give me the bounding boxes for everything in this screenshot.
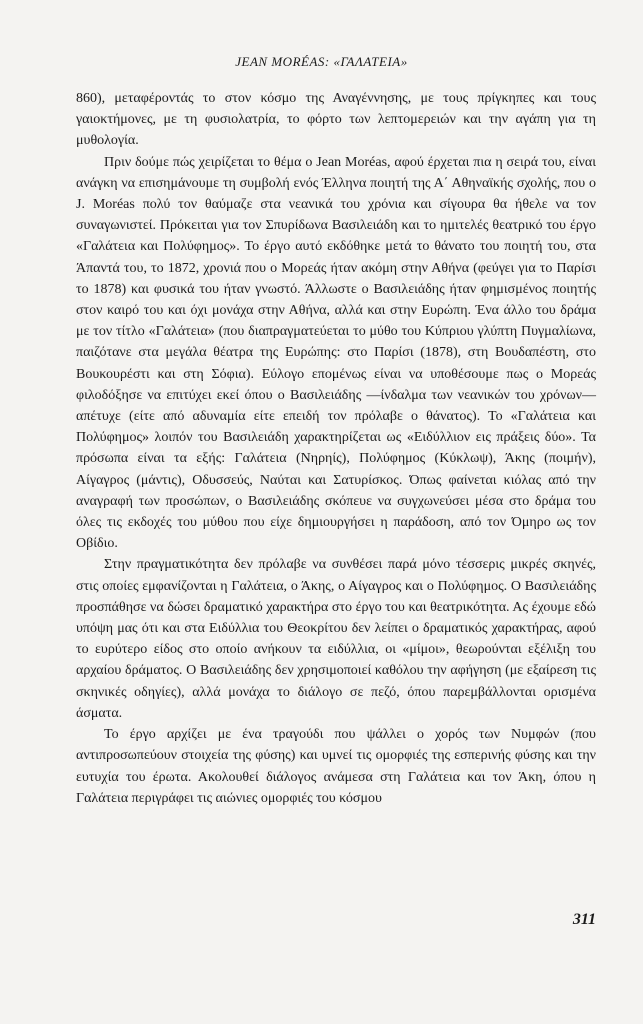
paragraph-1: 860), μεταφέροντάς το στον κόσμο της Αναγέννησης, με τους πρίγκηπες και τους γαιοκτήμονες, με τη φυσιολατρία, το φόρτο των λεπτομερειών και την αγάπη για τη μυθολογία. <box>76 91 596 149</box>
paragraph-3: Στην πραγματικότητα δεν πρόλαβε να συνθέσει παρά μόνο τέσσερις μικρές σκηνές, στις οποίες εμφανίζονται η Γαλάτεια, ο Άκης, ο Αίγαγρος και ο Πολύφημος. Ο Βασιλειάδης προσπάθησε να δώσει δραματικό χαρακτήρα στο έργο του και θεατρικότητα. Ας έχουμε εδώ υπόψη μας ότι και στα Ειδύλλια του Θεοκρίτου δεν λείπει ο δραματικός χαρακτήρας, αφού το ευρύτερο είδος στο οποίο ανήκουν τα ειδύλλια, οι «μίμοι», θεωρούνται εξέλιξη του αρχαίου δράματος. Ο Βασιλειάδης δεν χρησιμοποιεί καθόλου την αφήγηση (με εξαίρεση τις σκηνικές οδηγίες), αλλά μονάχα το διάλογο σε πεζό, όπου παρεμβάλλονται ορισμένα άσματα. <box>76 557 596 721</box>
body-text <box>76 88 596 809</box>
paragraph-2: Πριν δούμε πώς χειρίζεται το θέμα ο Jean Moréas, αφού έρχεται πια η σειρά του, είναι ανάγκη να επισημάνουμε τη συμβολή ενός Έλληνα ποιητή της Α΄ Αθηναϊκής σχολής, που ο J. Moréas πολύ τον θαύμαζε στα νεανικά του χρόνια και σίγουρα θα ήθελε να τον συναγωνιστεί. Πρόκειται για τον Σπυρίδωνα Βασιλειάδη και το ημιτελές θεατρικό του έργο «Γαλάτεια και Πολύφημος». Το έργο αυτό εκδόθηκε μετά το θάνατο του ποιητή του, στα Άπαντά του, το 1872, χρονιά που ο Μορεάς ήταν ακόμη στην Αθήνα (φεύγει για το Παρίσι το 1878) και φυσικά του ήταν γνωστό. Άλλωστε ο Βασιλειάδης ήταν φημισμένος ποιητής στον καιρό του και όχι μονάχα στην Αθήνα, αλλά και στην Ευρώπη. Ένα άλλο του δράμα με τον τίτλο «Γαλάτεια» (που διαπραγματεύεται το μύθο του Κύπριου γλύπτη Πυγμαλίωνα, παιζότανε στα μεγάλα θέατρα της Ευρώπης: στο Παρίσι (1878), στη Βουδαπέστη, στο Βουκουρέστι και στη Σόφια). Εύλογο επομένως είναι να υποθέσουμε πως ο Μορεάς φιλοδόξησε να επιτύχει εκεί όπου ο Βασιλειάδης —ίνδαλμα των νεανικών του χρόνων— απέτυχε (είτε από αδυναμία είτε επειδή τον πρόλαβε ο θάνατος). Το «Γαλάτεια και Πολύφημος» λοιπόν του Βασιλειάδη χαρακτηρίζεται ως «Ειδύλλιον εις πράξεις δύο». Τα πρόσωπα είναι τα εξής: Γαλάτεια (Νηρηίς), Πολύφημος (Κύκλωψ), Άκης (ποιμήν), Αίγαγρος (μάντις), Οδυσσεύς, Ναύται και Σατυρίσκος. Όπως φαίνεται κιόλας από την αναγραφή των προσώπων, ο Βασιλειάδης σκόπευε να συγχωνεύσει μέσα στο δράμα του όλες τις εκδοχές του μύθου που είχε δημιουργήσει η παράδοση, από τον Όμηρο ως τον Οβίδιο. <box>76 154 596 552</box>
page-number: 311 <box>572 911 596 928</box>
running-head-title: JEAN MORÉAS: «ΓΑΛΑΤΕΙΑ» <box>235 54 408 69</box>
paragraph-4: Το έργο αρχίζει με ένα τραγούδι που ψάλλει ο χορός των Νυμφών (που αντιπροσωπεύουν στοιχεία της φύσης) και υμνεί τις ομορφιές της εσπερινής φύσης και την ευτυχία του έρωτα. Ακολουθεί διάλογος ανάμεσα στη Γαλάτεια και τον Άκη, όπου η Γαλάτεια περιγράφει τις αιώνιες ομορφιές του κόσμου <box>76 727 596 806</box>
